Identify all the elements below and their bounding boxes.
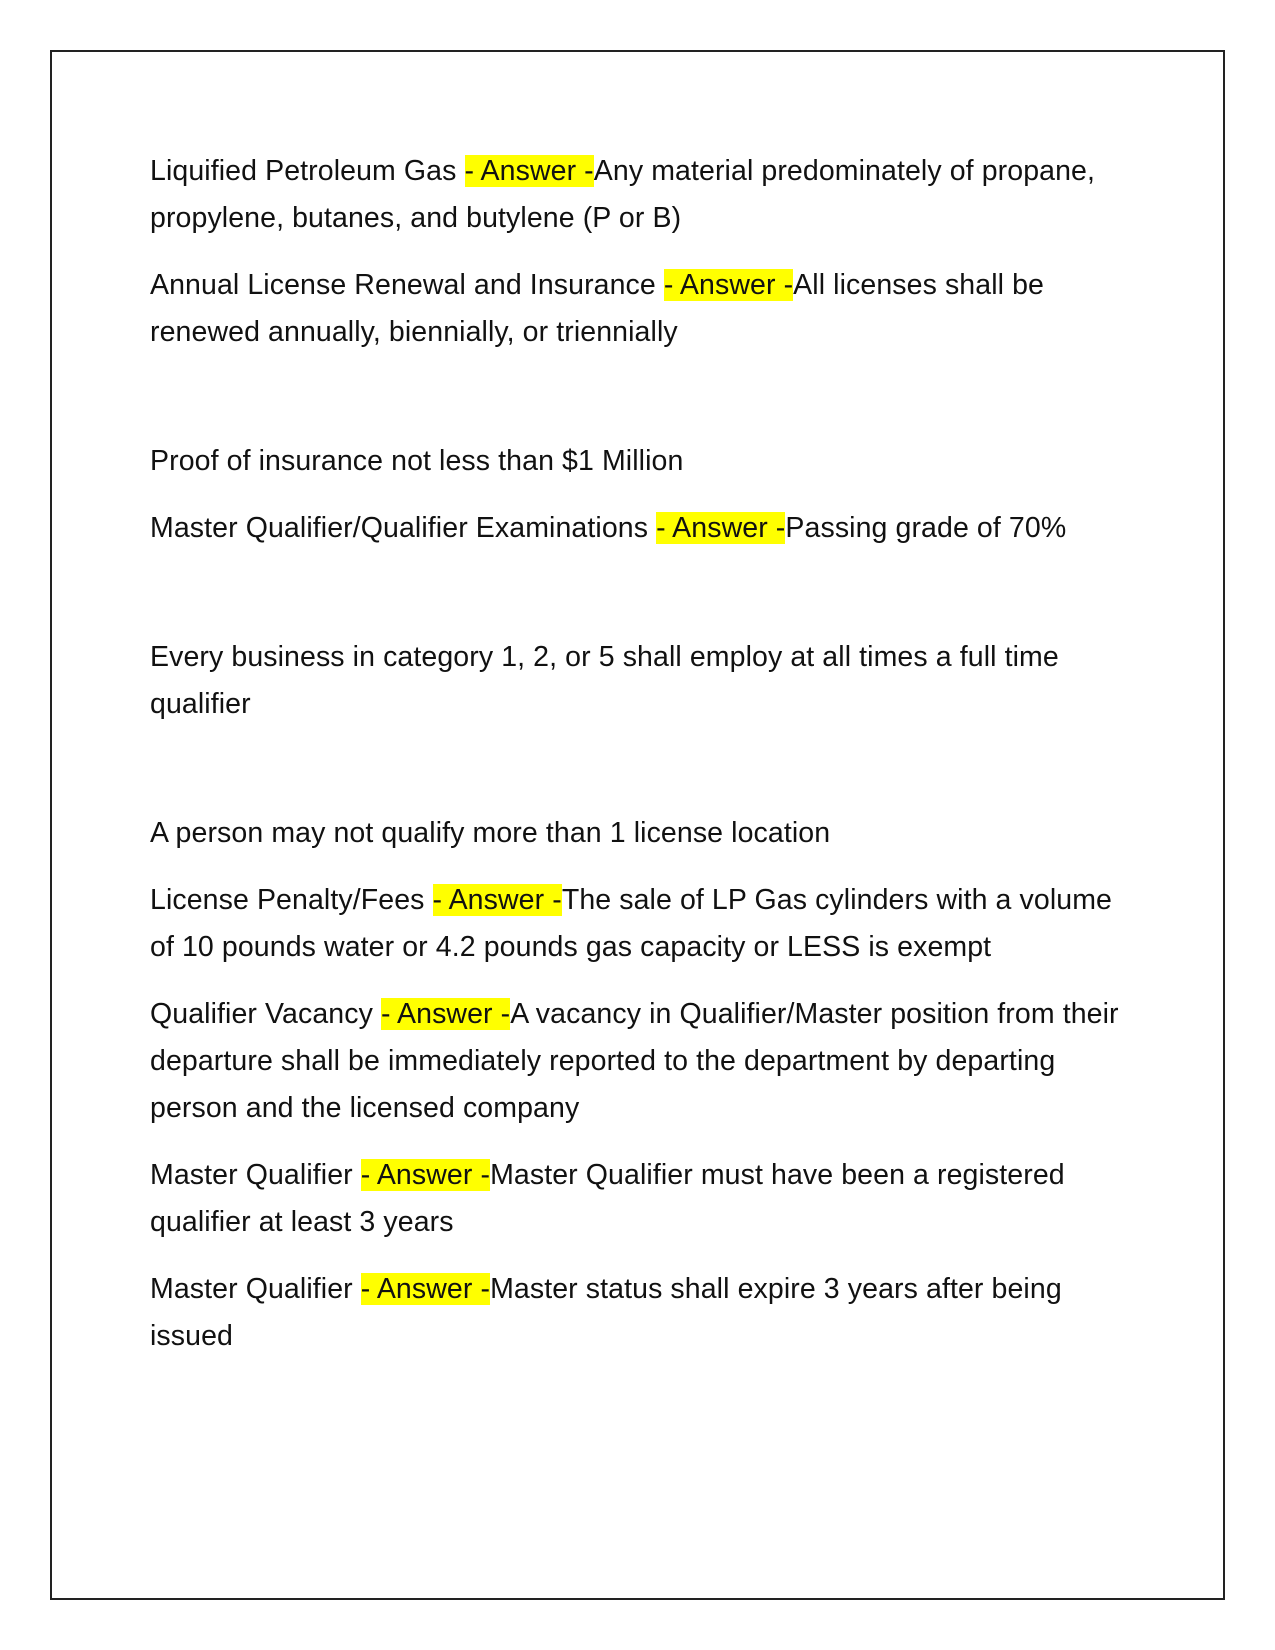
entry-answer: Master Qualifier must have been a registered qualifier at least 3 years (150, 1159, 1065, 1238)
entry-term: Master Qualifier (150, 1159, 353, 1191)
answer-marker: - Answer - (464, 155, 594, 187)
entry-full-time-qualifier (150, 634, 1125, 728)
entry-master-qualifier-registered (150, 1152, 1125, 1246)
answer-marker: - Answer - (432, 884, 562, 916)
entry-qualifier-vacancy (150, 991, 1125, 1132)
answer-marker: - Answer - (380, 998, 511, 1030)
answer-marker: - Answer - (663, 269, 794, 301)
entry-annual-license-renewal (150, 262, 1125, 356)
entry-term: License Penalty/Fees (150, 884, 425, 916)
entry-answer: Master status shall expire 3 years after being issued (150, 1273, 1062, 1352)
entry-answer: Any material predominately of propane, propylene, butanes, and butylene (P or B) (150, 155, 1096, 234)
entry-term: Qualifier Vacancy (150, 998, 373, 1030)
document-body (150, 148, 1125, 1380)
entry-answer: Passing grade of 70% (785, 512, 1067, 544)
entry-answer: All licenses shall be renewed annually, biennially, or triennially (150, 269, 1044, 348)
entry-answer: A vacancy in Qualifier/Master position from their departure shall be immediately reported to the department by departing person and the licensed company (150, 998, 1119, 1124)
entry-liquified-petroleum-gas (150, 148, 1125, 242)
entry-text: Proof of insurance not less than $1 Million (150, 445, 684, 477)
entry-license-penalty-fees (150, 877, 1125, 971)
entry-term: Master Qualifier (150, 1273, 353, 1305)
entry-proof-of-insurance (150, 438, 1125, 485)
answer-marker: - Answer - (656, 512, 786, 544)
entry-license-location (150, 810, 1125, 857)
entry-term: Liquified Petroleum Gas (150, 155, 457, 187)
entry-text: A person may not qualify more than 1 license location (150, 817, 831, 849)
entry-master-qualifier-examinations (150, 505, 1125, 552)
entry-answer: The sale of LP Gas cylinders with a volume of 10 pounds water or 4.2 pounds gas capacity or LESS is exempt (150, 884, 1112, 963)
entry-master-qualifier-expire (150, 1266, 1125, 1360)
answer-marker: - Answer - (360, 1159, 491, 1191)
answer-marker: - Answer - (360, 1273, 491, 1305)
entry-term: Master Qualifier/Qualifier Examinations (150, 512, 649, 544)
entry-text: Every business in category 1, 2, or 5 shall employ at all times a full time qualifier (150, 641, 1059, 720)
entry-term: Annual License Renewal and Insurance (150, 269, 656, 301)
